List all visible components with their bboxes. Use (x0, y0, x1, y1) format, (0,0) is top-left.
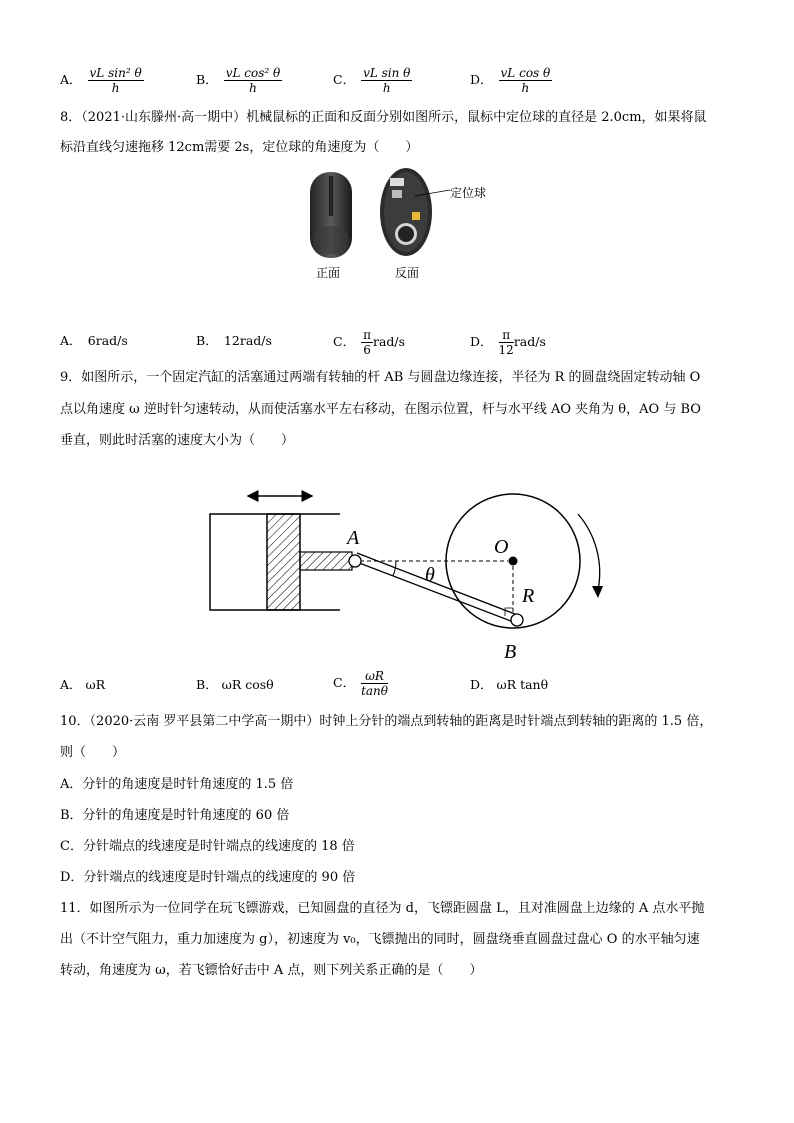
back-label: 反面 (395, 266, 420, 280)
q10-stem-line-2: 则（ ） (60, 745, 126, 760)
label-A: A (347, 527, 360, 549)
q11-stem-line-1: 11．如图所示为一位同学在玩飞镖游戏，已知圆盘的直径为 d，飞镖距圆盘 L，且对准圆盘上边缘的 A 点水平抛 (60, 901, 705, 916)
label-theta: θ (425, 564, 435, 586)
q9-option-b: B． ωR cosθ (196, 677, 274, 692)
q10-option-c: C．分针端点的线速度是时针端点的线速度的 18 倍 (60, 839, 355, 854)
q9-option-c: C． $\frac{\omega R}{\tan\theta}$ (333, 669, 389, 698)
q7-option-d: D． $\frac{\text{vL cos θ}}{h}$ (470, 66, 551, 95)
q9-option-d: D． ωR tanθ (470, 677, 549, 692)
q10-option-a: A．分针的角速度是时针角速度的 1.5 倍 (60, 777, 294, 792)
q11-stem-line-2: 出（不计空气阻力，重力加速度为 g），初速度为 v₀，飞镖抛出的同时，圆盘绕垂直圆盘过盘心 O 的水平轴匀速 (60, 932, 700, 947)
q9-stem-line-2: 点以角速度 ω 逆时针匀速转动，从而使活塞水平左右移动，在图示位置，杆与水平线 AO 夹角为 θ，AO 与 BO (60, 402, 701, 417)
q10-option-d: D．分针端点的线速度是时针端点的线速度的 90 倍 (60, 870, 356, 885)
pivot-B (511, 614, 523, 626)
q8-stem-line-1: 8．（2021·山东滕州·高一期中）机械鼠标的正面和反面分别如图所示，鼠标中定位球的直径是 2.0cm，如果将鼠 (60, 110, 707, 125)
q8-option-d: D． $\frac{\pi}{12}$ rad/s (470, 328, 546, 357)
label-O: O (494, 536, 509, 558)
q9-stem-line-3: 垂直，则此时活塞的速度大小为（ ） (60, 433, 295, 448)
q11-stem-line-3: 转动，角速度为 ω，若飞镖恰好击中 A 点，则下列关系正确的是（ ） (60, 963, 483, 978)
mouse-figure (300, 166, 500, 286)
ball-label: 定位球 (450, 186, 487, 200)
q8-option-b: B． 12rad/s (196, 333, 272, 348)
q9-option-a: A． ωR (60, 677, 106, 692)
q7-option-c: C． $\frac{\text{vL sin θ}}{h}$ (333, 66, 411, 95)
mouse-back-image (380, 168, 450, 256)
piston-figure (200, 480, 620, 670)
q7-option-b: B． $\frac{\text{vL cos² θ}}{h}$ (196, 66, 281, 95)
q8-option-a: A． 6rad/s (60, 333, 128, 348)
piston (267, 514, 300, 610)
pivot-A (349, 555, 361, 567)
q8-stem-line-2: 标沿直线匀速拖移 12cm需要 2s，定位球的角速度为（ ） (60, 140, 419, 155)
piston-rod (300, 552, 352, 570)
label-R: R (522, 585, 535, 607)
front-label: 正面 (316, 266, 341, 280)
label-B: B (504, 641, 517, 663)
piston-diagram (200, 480, 620, 670)
q10-stem-line-1: 10．（2020·云南 罗平县第二中学高一期中）时钟上分针的端点到转轴的距离是时针端点到转轴的距离的 1.5 倍， (60, 714, 713, 729)
q9-stem-line-1: 9．如图所示，一个固定汽缸的活塞通过两端有转轴的杆 AB 与圆盘边缘连接，半径为 R 的圆盘绕固定转动轴 O (60, 370, 701, 385)
q8-option-c: C． $\frac{\pi}{6}$ rad/s (333, 328, 406, 357)
q7-option-a: A． $\frac{\text{vL sin² θ}}{h}$ (60, 66, 142, 95)
q10-option-b: B．分针的角速度是时针角速度的 60 倍 (60, 808, 290, 823)
axis-O (509, 557, 518, 566)
mouse-front-image (310, 172, 352, 258)
